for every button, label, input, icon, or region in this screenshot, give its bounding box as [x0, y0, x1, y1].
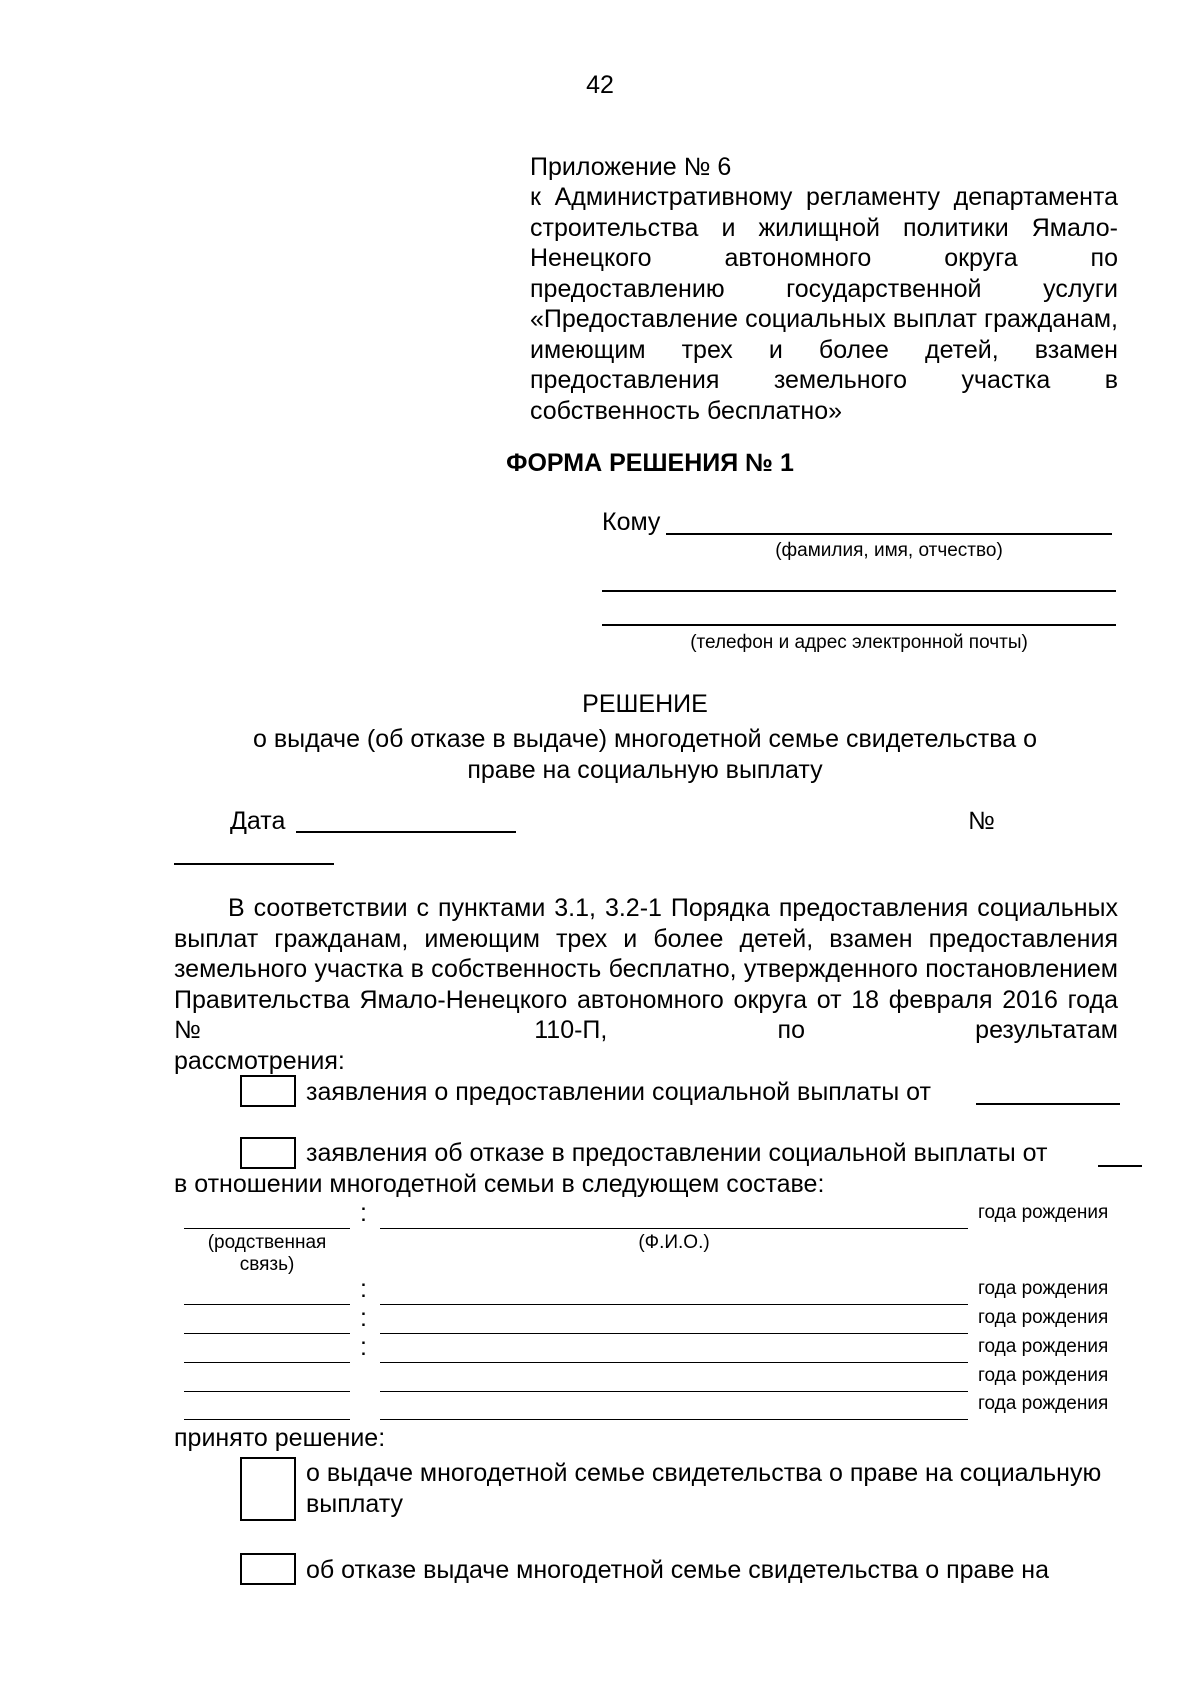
recipient-contact-caption: (телефон и адрес электронной почты)	[690, 632, 1028, 653]
relation-line-5	[184, 1391, 350, 1392]
fio-line-1	[380, 1228, 968, 1229]
birth-year-label-6: года рождения	[978, 1393, 1109, 1414]
fio-line-5	[380, 1391, 968, 1392]
appendix-last-line: собственность бесплатно»	[530, 396, 842, 425]
appendix-body: к Административному регламенту департамента строительства и жилищной политики Ямало-Ненецкого автономного округа по предоставлению государственной услуги «Предоставление социальных выплат гражданам, имеющим трех и более детей, взамен предоставления земельного участка в	[530, 183, 1118, 394]
birth-year-label-1: года рождения	[978, 1202, 1109, 1223]
appendix-title: Приложение № 6	[530, 153, 732, 181]
intro-paragraph	[174, 893, 1118, 1076]
decision-made-label: принято решение:	[174, 1424, 386, 1452]
refuse-application-label: заявления об отказе в предоставлении социальной выплаты от	[306, 1139, 1048, 1167]
appendix-block	[530, 152, 1118, 426]
row-colon-1: :	[360, 1199, 367, 1227]
grant-application-checkbox[interactable]	[240, 1075, 296, 1107]
relation-line-4	[184, 1362, 350, 1363]
relation-line-6	[184, 1419, 350, 1420]
intro-last-line: рассмотрения:	[174, 1046, 345, 1075]
recipient-line-3	[602, 624, 1116, 626]
issue-certificate-checkbox[interactable]	[240, 1457, 296, 1521]
birth-year-label-5: года рождения	[978, 1365, 1109, 1386]
birth-year-label-4: года рождения	[978, 1336, 1109, 1357]
recipient-fio-line	[666, 533, 1112, 535]
fio-line-2	[380, 1304, 968, 1305]
date-label: Дата	[230, 807, 286, 835]
refuse-certificate-checkbox[interactable]	[240, 1553, 296, 1585]
decision-subheading-1: о выдаче (об отказе в выдаче) многодетной семье свидетельства о	[253, 725, 1037, 753]
fio-line-4	[380, 1362, 968, 1363]
issue-certificate-label-1: о выдаче многодетной семье свидетельства о праве на социальную	[306, 1459, 1102, 1487]
recipient-label: Кому	[602, 508, 661, 536]
birth-year-label-2: года рождения	[978, 1278, 1109, 1299]
fio-line-3	[380, 1333, 968, 1334]
issue-certificate-label-2: выплату	[306, 1490, 403, 1518]
relation-line-2	[184, 1304, 350, 1305]
refuse-application-checkbox[interactable]	[240, 1137, 296, 1169]
relation-caption-2: связь)	[239, 1254, 295, 1275]
date-line	[296, 831, 516, 833]
page-number: 42	[586, 71, 614, 99]
recipient-fio-caption: (фамилия, имя, отчество)	[775, 540, 1003, 561]
relation-caption-1: (родственная	[207, 1232, 327, 1253]
relation-line-1	[184, 1228, 350, 1229]
refuse-certificate-label: об отказе выдаче многодетной семье свидетельства о праве на	[306, 1556, 1050, 1584]
family-intro: в отношении многодетной семьи в следующем составе:	[174, 1170, 825, 1198]
grant-application-date-line	[976, 1103, 1120, 1105]
row-colon-2: :	[360, 1275, 367, 1303]
recipient-line-2	[602, 590, 1116, 592]
birth-year-label-3: года рождения	[978, 1307, 1109, 1328]
fio-line-6	[380, 1419, 968, 1420]
decision-subheading-2: праве на социальную выплату	[467, 756, 823, 784]
row-colon-3: :	[360, 1304, 367, 1332]
form-title: ФОРМА РЕШЕНИЯ № 1	[506, 449, 794, 477]
fio-caption: (Ф.И.О.)	[638, 1232, 710, 1253]
intro-body: В соответствии с пунктами 3.1, 3.2-1 Порядка предоставления социальных выплат гражданам, имеющим трех и более детей, взамен предоставления земельного участка в собственность бесплатно, утвержденного постановлением Правительства Ямало-Ненецкого автономного округа от 18 февраля 2016 года № 110-П, по результатам	[174, 894, 1118, 1044]
number-line	[174, 863, 334, 865]
number-label: №	[968, 807, 995, 835]
grant-application-label: заявления о предоставлении социальной выплаты от	[306, 1078, 931, 1106]
decision-heading: РЕШЕНИЕ	[582, 690, 708, 718]
row-colon-4: :	[360, 1333, 367, 1361]
relation-line-3	[184, 1333, 350, 1334]
refuse-application-date-line	[1098, 1165, 1142, 1167]
